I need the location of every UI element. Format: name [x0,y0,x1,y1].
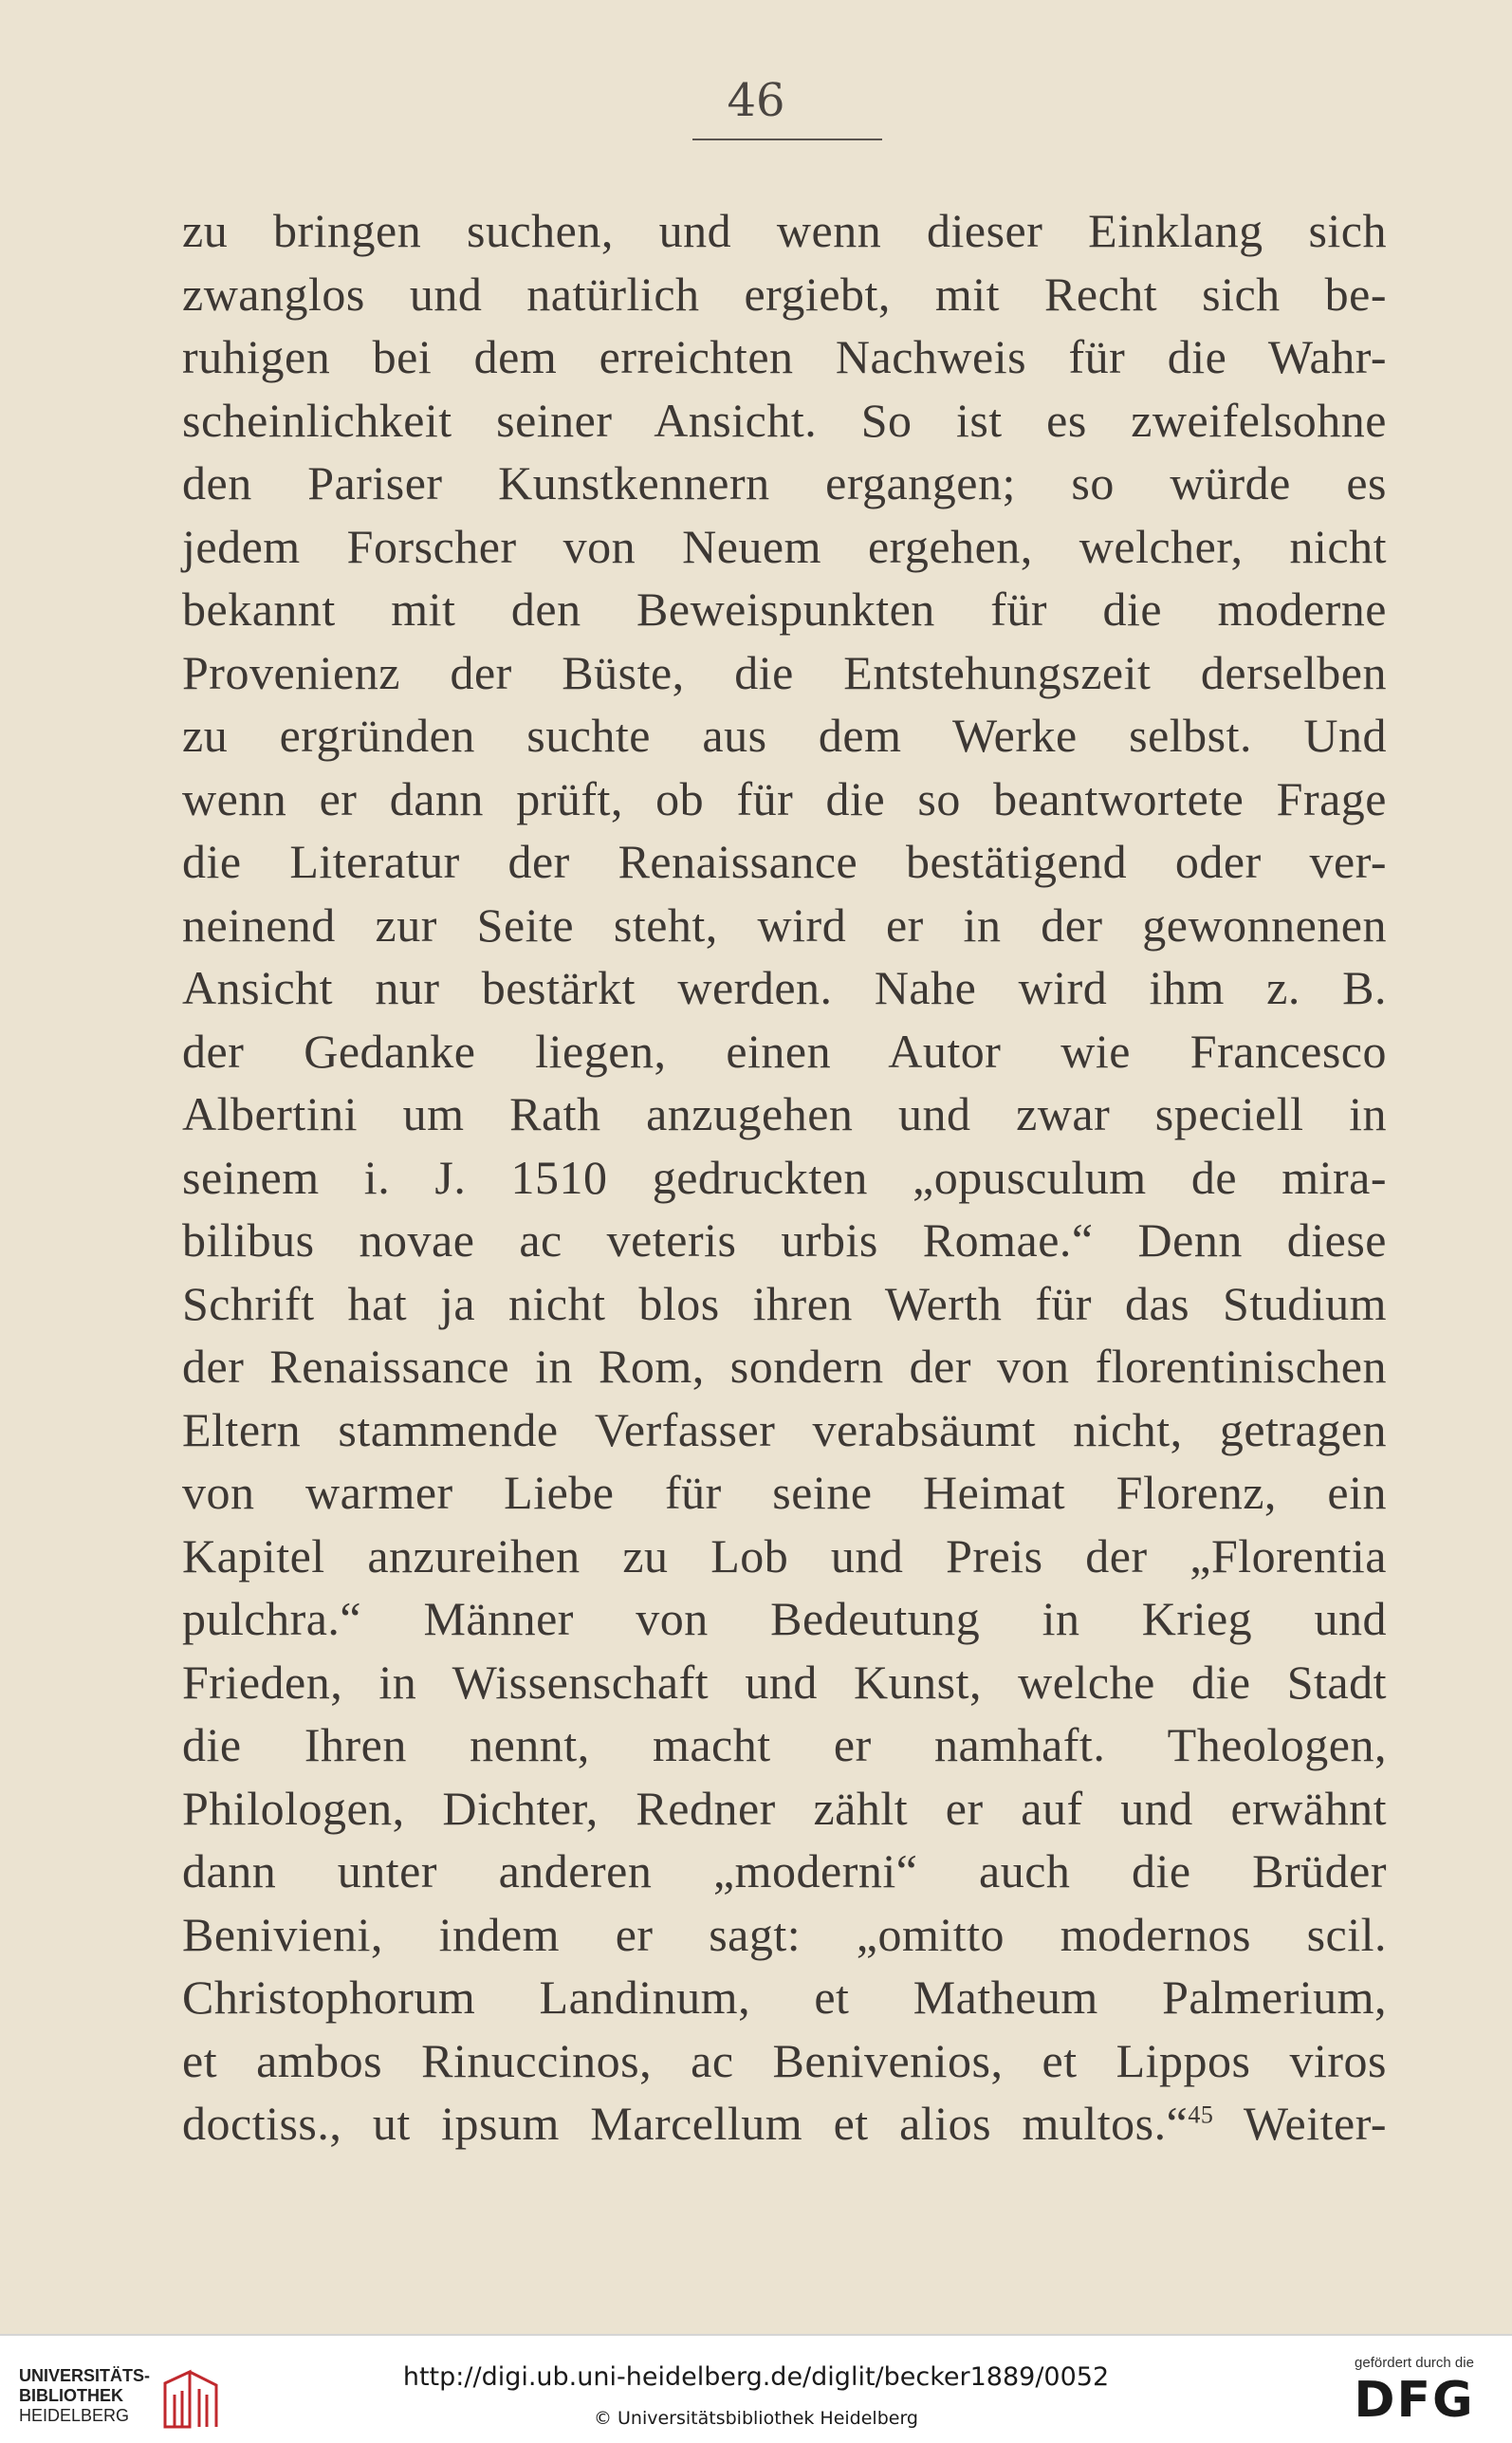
text-segment: Weiter- [1243,2097,1387,2150]
text-line: ruhigen bei dem erreichten Nachweis für die Wahr- [182,330,1387,383]
text-line: die Ihren nennt, macht er namhaft. Theologen, [182,1718,1387,1771]
text-line: et ambos Rinuccinos, ac Benivenios, et Lippos viros [182,2033,1387,2087]
text-line: wenn er dann prüft, ob für die so beantwortete Frage [182,771,1387,825]
text-line: Eltern stammende Verfasser verabsäumt nicht, getragen [182,1402,1387,1456]
permalink-url[interactable]: http://digi.ub.uni-heidelberg.de/diglit/becker1889/0052 [402,2362,1110,2392]
copyright-notice: © Universitätsbibliothek Heidelberg [593,2408,918,2429]
text-line: Christophorum Landinum, et Matheum Palmerium, [182,1971,1387,2024]
text-line: Philologen, Dichter, Redner zählt er auf und erwähnt [182,1781,1387,1835]
body-text [182,199,1387,2156]
text-line: zu bringen suchen, und wenn dieser Einklang sich [182,204,1387,257]
header-rule [692,139,882,140]
text-line: der Renaissance in Rom, sondern der von florentinischen [182,1340,1387,1393]
text-line: der Gedanke liegen, einen Autor wie Francesco [182,1024,1387,1078]
logo-line: UNIVERSITÄTS- [19,2366,151,2385]
logo-line: BIBLIOTHEK [19,2386,123,2405]
text-line: Provenienz der Büste, die Entstehungszeit derselben [182,645,1387,699]
dfg-funding-logo[interactable] [1343,2355,1485,2429]
text-line: Benivieni, indem er sagt: „omitto modernos scil. [182,1907,1387,1961]
text-line: Frieden, in Wissenschaft und Kunst, welche die Stadt [182,1655,1387,1709]
text-line: Albertini um Rath anzugehen und zwar speciell in [182,1087,1387,1140]
text-line-last [182,2092,1387,2156]
text-line: Ansicht nur bestärkt werden. Nahe wird ihm z. B. [182,961,1387,1014]
text-line: die Literatur der Renaissance bestätigend oder ver- [182,835,1387,888]
text-line: dann unter anderen „moderni“ auch die Brüder [182,1844,1387,1897]
text-line: von warmer Liebe für seine Heimat Florenz, ein [182,1466,1387,1519]
text-segment: doctiss., ut ipsum Marcellum et alios multos.“ [182,2097,1189,2150]
logo-line: HEIDELBERG [19,2406,130,2425]
library-footer [0,2334,1512,2443]
text-line: Kapitel anzureihen zu Lob und Preis der „Florentia [182,1528,1387,1582]
text-line: seinem i. J. 1510 gedruckten „opusculum de mira- [182,1150,1387,1204]
text-line: jedem Forscher von Neuem ergehen, welcher, nicht [182,519,1387,573]
text-line: Schrift hat ja nicht blos ihren Werth für das Studium [182,1276,1387,1330]
funding-note: gefördert durch die [1355,2355,1474,2371]
text-line: pulchra.“ Männer von Bedeutung in Krieg und [182,1592,1387,1645]
text-line: neinend zur Seite steht, wird er in der gewonnenen [182,898,1387,952]
page-number: 46 [727,74,785,127]
text-line: bekannt mit den Beweispunkten für die moderne [182,583,1387,636]
dfg-logo: DFG [1354,2372,1475,2429]
text-line: bilibus novae ac veteris urbis Romae.“ Denn diese [182,1213,1387,1267]
text-line: zu ergründen suchte aus dem Werke selbst. Und [182,709,1387,762]
text-line: den Pariser Kunstkennern ergangen; so würde es [182,456,1387,509]
text-line: zwanglos und natürlich ergiebt, mit Recht sich be- [182,267,1387,321]
text-line: scheinlichkeit seiner Ansicht. So ist es zweifelsohne [182,393,1387,447]
footer-divider [0,2334,1512,2336]
footnote-marker: 45 [1188,2101,1214,2129]
